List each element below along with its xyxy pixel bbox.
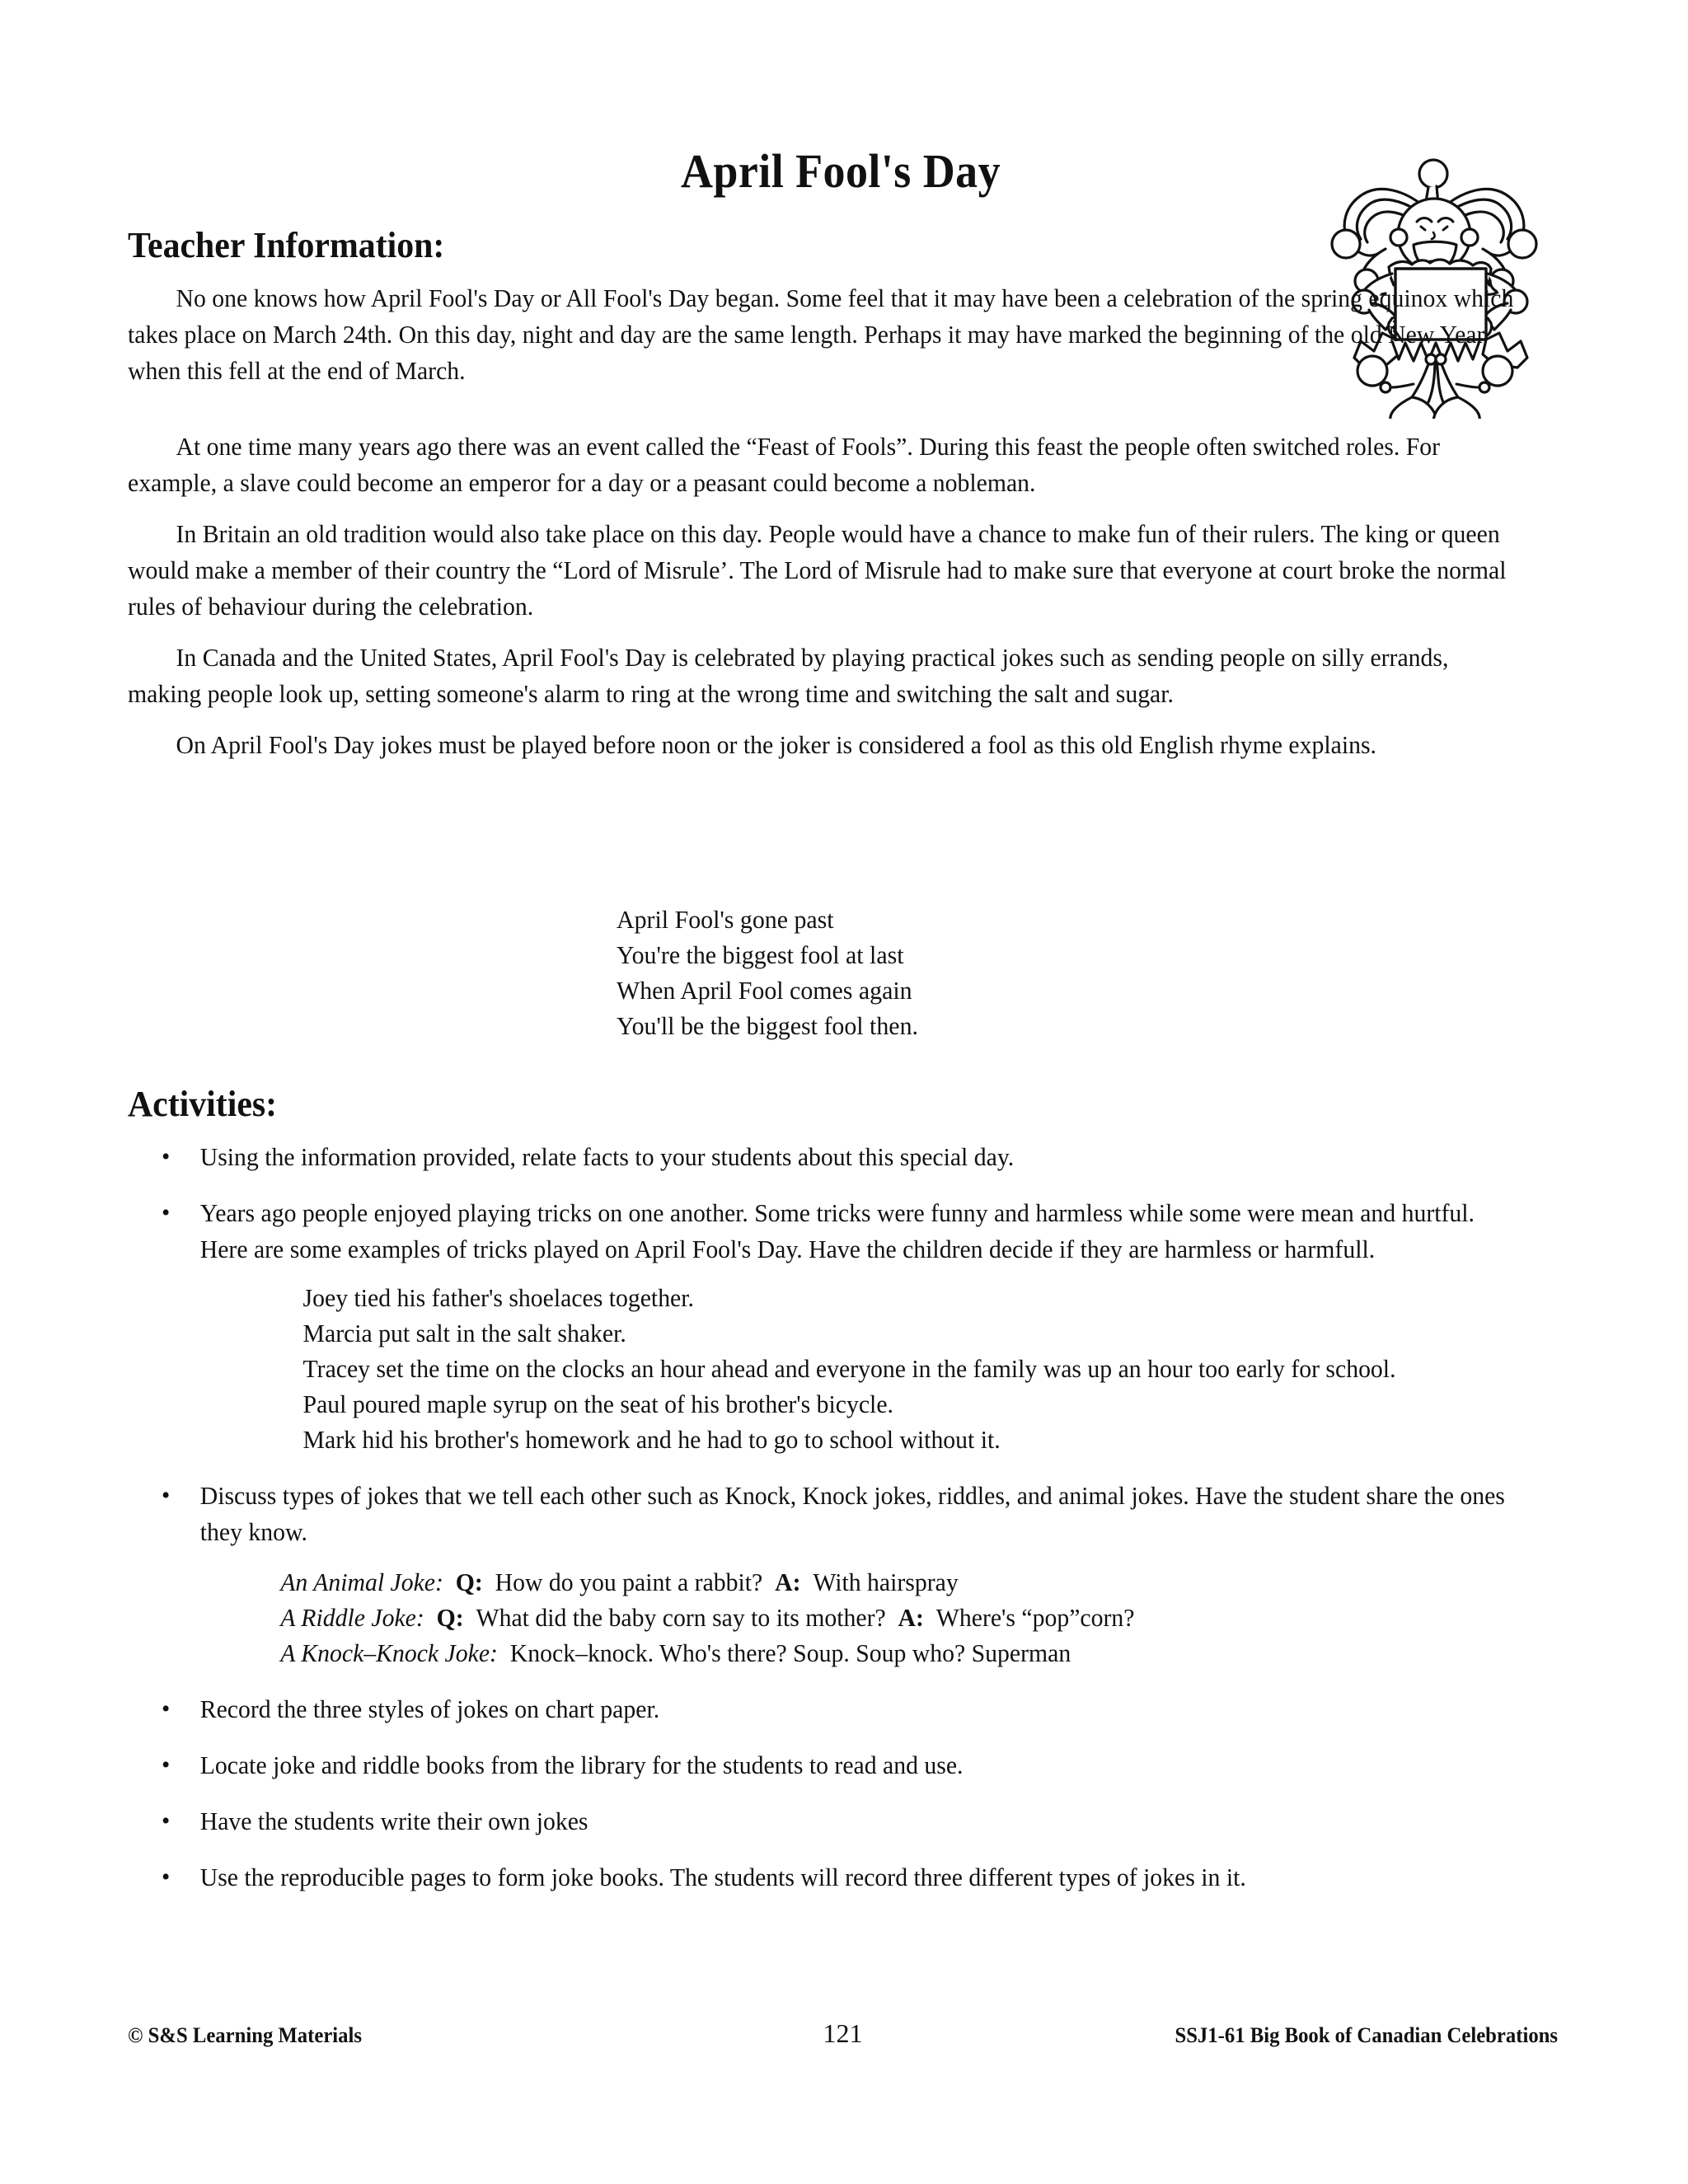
joke-line: [280, 1565, 1522, 1601]
paragraph: In Britain an old tradition would also take place on this day. People would have a chance to make fun of their rulers. The king or queen would make a member of their country the “Lord of Misrule’. The Lord of Misrule had to make sure that everyone at court broke the normal rules of behaviour during the celebration.: [128, 520, 1507, 621]
list-item-text: Use the reproducible pages to form joke books. The students will record three different types of jokes in it.: [199, 1863, 1246, 1891]
joke-label: A Knock–Knock Joke:: [280, 1639, 498, 1667]
list-item: [128, 1859, 1522, 1896]
bullet-icon: •: [161, 1143, 171, 1170]
trick-example: Tracey set the time on the clocks an hour ahead and everyone in the family was up an hour too early for school.: [302, 1355, 1396, 1383]
list-item: [128, 1747, 1522, 1783]
teacher-information-body-2: [128, 429, 1558, 778]
joke-label: A Riddle Joke:: [280, 1604, 424, 1632]
joke-question: What did the baby corn say to its mother?: [476, 1604, 886, 1632]
list-item: [128, 1478, 1522, 1671]
rhyme-line: When April Fool comes again: [617, 977, 912, 1005]
page-footer: [128, 2018, 1558, 2056]
footer-book-title: SSJ1-61 Big Book of Canadian Celebrations: [1175, 2023, 1558, 2047]
activities-list: [128, 1139, 1558, 1915]
rhyme-line: You'll be the biggest fool then.: [617, 1012, 918, 1040]
rhyme-line: April Fool's gone past: [617, 906, 834, 934]
bullet-icon: •: [161, 1695, 171, 1722]
joke-line: [280, 1636, 1522, 1671]
teacher-information-body: [128, 280, 1558, 404]
joke-answer: Where's “pop”corn?: [935, 1604, 1135, 1632]
answer-marker: A:: [898, 1604, 924, 1632]
trick-example: Marcia put salt in the salt shaker.: [302, 1319, 626, 1347]
bullet-icon: •: [161, 1199, 171, 1226]
joke-question: Knock–knock. Who's there? Soup. Soup who? Superman: [509, 1639, 1071, 1667]
paragraph: In Canada and the United States, April Fool's Day is celebrated by playing practical jokes such as sending people on silly errands, making people look up, setting someone's alarm to ring at the wrong time and switching the salt and sugar.: [128, 644, 1449, 708]
question-marker: Q:: [436, 1604, 464, 1632]
paragraph: On April Fool's Day jokes must be played before noon or the joker is considered a fool as this old English rhyme explains.: [176, 731, 1376, 759]
list-item: [128, 1195, 1522, 1458]
list-item: [128, 1139, 1522, 1175]
paragraph: No one knows how April Fool's Day or All Fool's Day began. Some feel that it may have been a celebration of the spring equinox which takes place on March 24th. On this day, night and day are the same length. Perhaps it may have marked the beginning of the old New Year when this fell at the end of March.: [128, 284, 1514, 385]
list-item-text: Have the students write their own jokes: [199, 1807, 588, 1835]
joke-label: An Animal Joke:: [280, 1568, 443, 1596]
bullet-icon: •: [161, 1482, 171, 1509]
bullet-icon: •: [161, 1807, 171, 1835]
list-item-text: Record the three styles of jokes on chart paper.: [199, 1695, 660, 1723]
paragraph: At one time many years ago there was an event called the “Feast of Fools”. During this feast the people often switched roles. For example, a slave could become an emperor for a day or a peasant could become a nobleman.: [128, 433, 1441, 497]
joke-question: How do you paint a rabbit?: [495, 1568, 763, 1596]
english-rhyme: [617, 902, 918, 1044]
trick-example: Mark hid his brother's homework and he had to go to school without it.: [302, 1426, 1001, 1454]
list-item: [128, 1691, 1522, 1727]
list-item-text: Discuss types of jokes that we tell each other such as Knock, Knock jokes, riddles, and animal jokes. Have the student share the ones they know.: [199, 1482, 1505, 1546]
joke-line: [280, 1601, 1522, 1636]
list-item-text: Using the information provided, relate facts to your students about this special day.: [199, 1143, 1015, 1171]
joke-examples: [200, 1565, 1522, 1671]
activities-heading: Activities:: [128, 1084, 278, 1124]
page-title: April Fool's Day: [680, 144, 1001, 198]
answer-marker: A:: [775, 1568, 801, 1596]
trick-example: Paul poured maple syrup on the seat of his brother's bicycle.: [302, 1390, 893, 1418]
question-marker: Q:: [455, 1568, 483, 1596]
list-item: [128, 1803, 1522, 1840]
bullet-icon: •: [161, 1863, 171, 1891]
list-item-text: Locate joke and riddle books from the library for the students to read and use.: [199, 1751, 964, 1779]
joke-answer: With hairspray: [813, 1568, 959, 1596]
page-number: 121: [823, 2018, 863, 2048]
rhyme-line: You're the biggest fool at last: [617, 941, 904, 969]
list-item-text: Years ago people enjoyed playing tricks on one another. Some tricks were funny and harmless while some were mean and hurtful. Here are some examples of tricks played on April Fool's Day. Have the children decide if they are harmless or harmfull.: [199, 1199, 1475, 1263]
teacher-information-heading: Teacher Information:: [128, 225, 445, 265]
trick-example: Joey tied his father's shoelaces together.: [302, 1284, 694, 1312]
footer-copyright: © S&S Learning Materials: [128, 2023, 362, 2047]
bullet-icon: •: [161, 1751, 171, 1779]
trick-examples: [200, 1281, 1522, 1458]
